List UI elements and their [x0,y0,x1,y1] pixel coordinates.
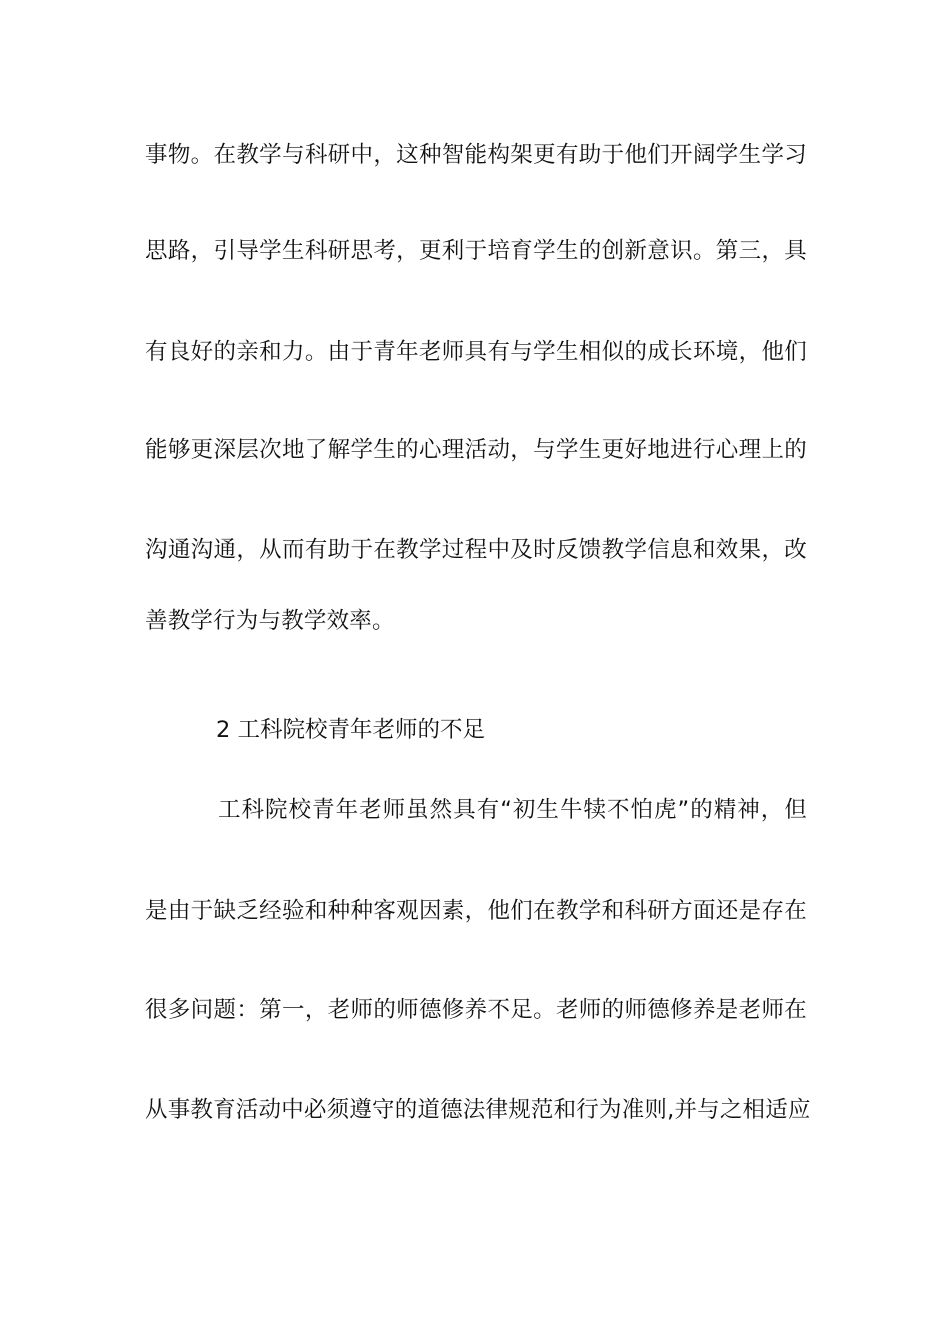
paragraph-line: 工科院校青年老师虽然具有“初生牛犊不怕虎”的精神，但 [218,797,807,823]
paragraph-line: 很多问题：第一，老师的师德修养不足。老师的师德修养是老师在 [145,997,807,1023]
paragraph-line: 从事教育活动中必须遵守的道德法律规范和行为准则,并与之相适应 [145,1097,811,1123]
section-heading: 2 工科院校青年老师的不足 [216,717,485,743]
paragraph-line: 善教学行为与教学效率。 [145,608,395,634]
paragraph-line: 思路，引导学生科研思考，更利于培育学生的创新意识。第三，具 [145,238,807,264]
paragraph-line: 事物。在教学与科研中，这种智能构架更有助于他们开阔学生学习 [145,142,807,168]
paragraph-line: 能够更深层次地了解学生的心理活动，与学生更好地进行心理上的 [145,437,807,463]
paragraph-line: 沟通沟通，从而有助于在教学过程中及时反馈教学信息和效果，改 [145,537,807,563]
paragraph-line: 是由于缺乏经验和种种客观因素，他们在教学和科研方面还是存在 [145,898,807,924]
paragraph-line: 有良好的亲和力。由于青年老师具有与学生相似的成长环境，他们 [145,339,807,365]
